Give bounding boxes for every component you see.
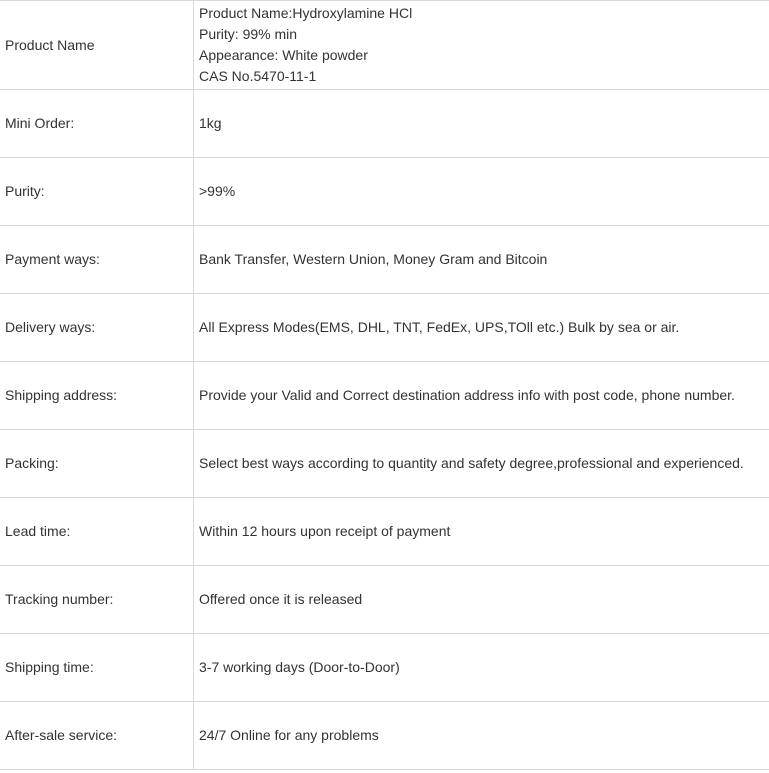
table-row-mini-order (0, 90, 769, 158)
table-row-shipping-address (0, 362, 769, 430)
row-label: Shipping time: (0, 634, 194, 702)
row-value: 24/7 Online for any problems (194, 702, 769, 770)
row-label: Packing: (0, 430, 194, 498)
row-label: Product Name (0, 1, 194, 90)
row-value: 1kg (194, 90, 769, 158)
table-row-shipping-time (0, 634, 769, 702)
table-row-tracking-number (0, 566, 769, 634)
purity-line: Purity: 99% min (199, 26, 298, 42)
table-row-delivery-ways (0, 294, 769, 362)
row-value: Offered once it is released (194, 566, 769, 634)
row-label: Lead time: (0, 498, 194, 566)
row-label: Mini Order: (0, 90, 194, 158)
row-label: Purity: (0, 158, 194, 226)
row-value: Bank Transfer, Western Union, Money Gram and Bitcoin (194, 226, 769, 294)
row-label: Payment ways: (0, 226, 194, 294)
table-row-lead-time (0, 498, 769, 566)
table-row-payment-ways (0, 226, 769, 294)
row-value: >99% (194, 158, 769, 226)
row-value: Within 12 hours upon receipt of payment (194, 498, 769, 566)
row-label: After-sale service: (0, 702, 194, 770)
table-row-product-name (0, 1, 769, 90)
row-value: 3-7 working days (Door-to-Door) (194, 634, 769, 702)
table-row-purity (0, 158, 769, 226)
row-value: Provide your Valid and Correct destination address info with post code, phone number. (194, 362, 769, 430)
row-value: All Express Modes(EMS, DHL, TNT, FedEx, UPS,TOll etc.) Bulk by sea or air. (194, 294, 769, 362)
cas-number-line: CAS No.5470-11-1 (199, 68, 317, 84)
table-row-packing (0, 430, 769, 498)
appearance-line: Appearance: White powder (199, 47, 368, 63)
row-value: Select best ways according to quantity and safety degree,professional and experienced. (194, 430, 769, 498)
row-value-product-details (194, 1, 769, 90)
product-name-line: Product Name:Hydroxylamine HCl (199, 5, 413, 21)
table-row-after-sale-service (0, 702, 769, 770)
row-label: Shipping address: (0, 362, 194, 430)
row-label: Tracking number: (0, 566, 194, 634)
row-label: Delivery ways: (0, 294, 194, 362)
